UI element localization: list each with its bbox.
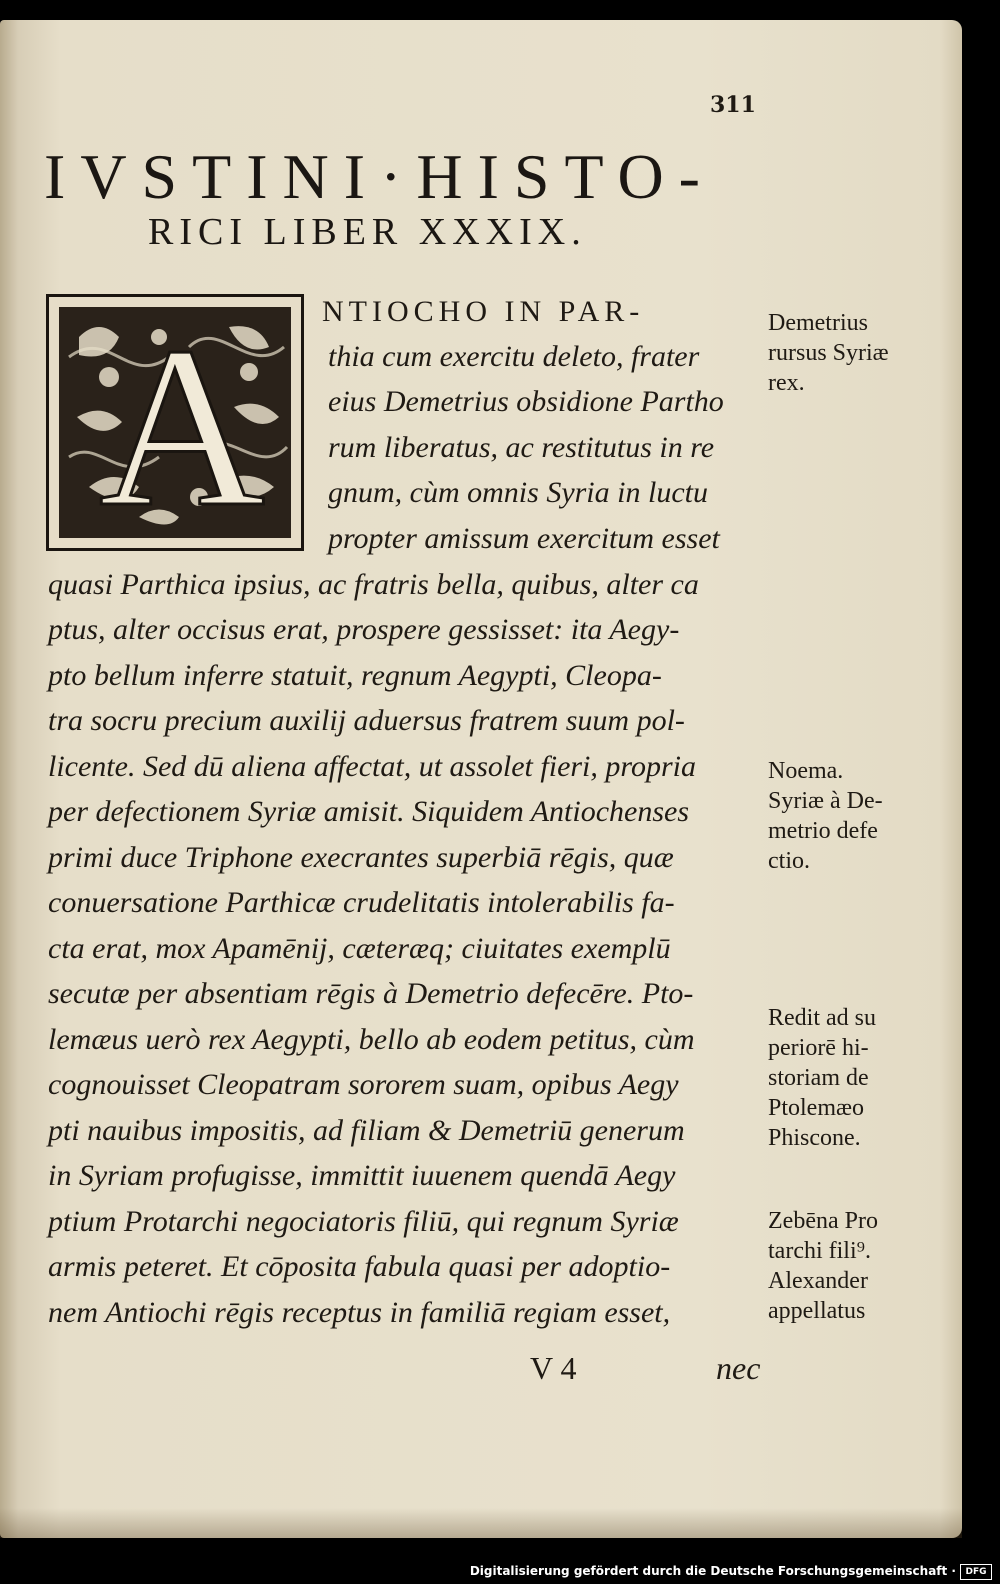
decorated-initial [46,294,304,551]
book-page: 311 IVSTINI·HISTO- RICI LIBER XXXIX. A NTIOCHO IN PAR- thia cum exercitu deleto, frater eius Demetrius obsidione Partho rum liberatus, ac restitutus in re gnum, cùm omnis Syria in luctu propter amissum exercitum esset quasi Parthica ipsius, ac fratris bella, quibus, alter ca ptus, alter occisus erat, prospere gessisset: ita Aegy- pto bellum inferre statuit, regnum Aegypti, Cleopa- tra socru precium auxilij aduersus fratrem suum pol- licente. Sed dū aliena affectat, ut assolet fieri, propria per defectionem Syriæ amisit. Siquidem Antiochenses primi duce Triphone execrantes superbiā rēgis, quæ conuersatione Parthicæ crudelitatis intolerabilis fa- cta erat, mox Apamēnij, cæteræq; ciuitates exemplū secutæ per absentiam rēgis à Demetrio defecēre. Pto- lemæus uerò rex Aegypti, bello ab eodem petitus, cùm cognouisset Cleopatram sororem suam, opibus Aegy pti nauibus impositis, ad filiam & Demetriū generum in Syriam profugisse, immittit iuuenem quendā Aegy ptium Protarchi negociatoris filiū, qui regnum Syriæ armis peteret. Et cōposita fabula quasi per adoptio- nem Antiochi rēgis receptus in familiā regiam esset, Demetrius rursus Syriæ rex. Noema. Syriæ à De- metrio defe ctio. Redit ad su periorē hi- storiam de Ptolemæo Phiscone. Zebēna Pro tarchi fili⁹. Alexander appellatus V 4 nec [0,20,962,1538]
text-line-7: quasi Parthica ipsius, ac fratris bella, quibus, alter ca [48,568,699,601]
chapter-title-line-1: IVSTINI·HISTO- [44,141,715,212]
text-line-19: pti nauibus impositis, ad filiam & Demetriū generum [48,1114,685,1147]
text-line-8: ptus, alter occisus erat, prospere gessisset: ita Aegy- [48,613,680,646]
catchword: nec [716,1350,761,1386]
page-number: 311 [710,92,756,118]
chapter-title-line-2: RICI LIBER XXXIX. [148,211,587,253]
text-line-22: armis peteret. Et cōposita fabula quasi per adoptio- [48,1250,671,1283]
text-line-2: thia cum exercitu deleto, frater [328,340,700,373]
text-line-10: tra socru precium auxilij aduersus fratrem suum pol- [48,704,685,737]
text-line-4: rum liberatus, ac restitutus in re [328,431,715,464]
digitization-footer [0,1558,1000,1584]
text-line-5: gnum, cùm omnis Syria in luctu [328,476,708,509]
text-line-9: pto bellum inferre statuit, regnum Aegypti, Cleopa- [48,659,662,692]
text-line-12: per defectionem Syriæ amisit. Siquidem Antiochenses [48,795,690,828]
text-line-14: conuersatione Parthicæ crudelitatis intolerabilis fa- [48,886,675,919]
text-line-16: secutæ per absentiam rēgis à Demetrio defecēre. Pto- [48,977,694,1010]
text-line-18: cognouisset Cleopatram sororem suam, opibus Aegy [48,1068,679,1101]
text-line-20: in Syriam profugisse, immittit iuuenem quendā Aegy [48,1159,676,1192]
text-line-11: licente. Sed dū aliena affectat, ut assolet fieri, propria [48,750,696,783]
text-line-23: nem Antiochi rēgis receptus in familiā regiam esset, [48,1296,671,1329]
signature-mark: V 4 [530,1350,577,1386]
text-line-17: lemæus uerò rex Aegypti, bello ab eodem petitus, cùm [48,1023,695,1056]
text-line-15: cta erat, mox Apamēnij, cæteræq; ciuitates exemplū [48,932,671,965]
text-line-13: primi duce Triphone execrantes superbiā rēgis, quæ [48,841,674,874]
text-line-1: NTIOCHO IN PAR- [322,295,645,328]
funding-credit: Digitalisierung gefördert durch die Deutsche Forschungsgemeinschaft · [469,1564,956,1578]
text-line-21: ptium Protarchi negociatoris filiū, qui regnum Syriæ [48,1205,679,1238]
text-line-3: eius Demetrius obsidione Partho [328,385,724,418]
dfg-logo: DFG [960,1564,992,1580]
initial-letter: A [99,299,266,551]
text-line-6: propter amissum exercitum esset [328,522,720,555]
